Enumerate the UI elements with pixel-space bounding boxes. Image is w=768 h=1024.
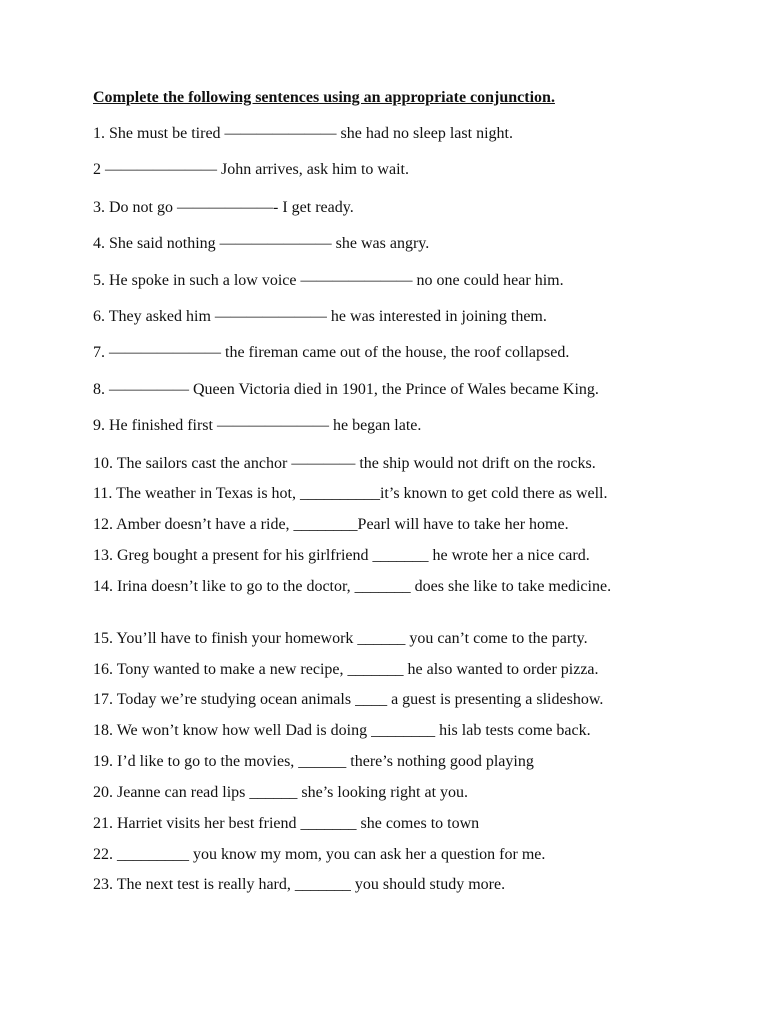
sentence-16: 16. Tony wanted to make a new recipe, _______ he also wanted to order pizza. <box>93 661 599 678</box>
sentence-4: 4. She said nothing ——————— she was angry. <box>93 235 430 252</box>
sentence-10: 10. The sailors cast the anchor ———— the ship would not drift on the rocks. <box>93 455 596 472</box>
sentence-21: 21. Harriet visits her best friend _______ she comes to town <box>93 815 480 832</box>
sentence-15: 15. You’ll have to finish your homework ______ you can’t come to the party. <box>93 630 588 647</box>
worksheet-title: Complete the following sentences using an appropriate conjunction. <box>93 89 555 106</box>
sentence-17: 17. Today we’re studying ocean animals ____ a guest is presenting a slideshow. <box>93 691 604 708</box>
sentence-7: 7. ——————— the fireman came out of the house, the roof collapsed. <box>93 344 570 361</box>
sentence-19: 19. I’d like to go to the movies, ______ there’s nothing good playing <box>93 753 534 770</box>
sentence-6: 6. They asked him ——————— he was interested in joining them. <box>93 308 547 325</box>
sentence-8: 8. ————— Queen Victoria died in 1901, the Prince of Wales became King. <box>93 381 599 398</box>
sentence-2: 2 ——————— John arrives, ask him to wait. <box>93 161 409 178</box>
sentence-12: 12. Amber doesn’t have a ride, ________Pearl will have to take her home. <box>93 516 569 533</box>
sentence-22: 22. _________ you know my mom, you can ask her a question for me. <box>93 846 546 863</box>
sentence-11: 11. The weather in Texas is hot, __________it’s known to get cold there as well. <box>93 485 608 502</box>
sentence-9: 9. He finished first ——————— he began late. <box>93 417 422 434</box>
sentence-23: 23. The next test is really hard, _______ you should study more. <box>93 876 506 893</box>
sentence-14: 14. Irina doesn’t like to go to the doctor, _______ does she like to take medicine. <box>93 578 612 595</box>
sentence-18: 18. We won’t know how well Dad is doing ________ his lab tests come back. <box>93 722 591 739</box>
sentence-20: 20. Jeanne can read lips ______ she’s looking right at you. <box>93 784 469 801</box>
sentence-13: 13. Greg bought a present for his girlfriend _______ he wrote her a nice card. <box>93 547 590 564</box>
sentence-3: 3. Do not go ——————- I get ready. <box>93 199 354 216</box>
sentence-5: 5. He spoke in such a low voice ——————— no one could hear him. <box>93 272 564 289</box>
sentence-1: 1. She must be tired ——————— she had no sleep last night. <box>93 125 513 142</box>
